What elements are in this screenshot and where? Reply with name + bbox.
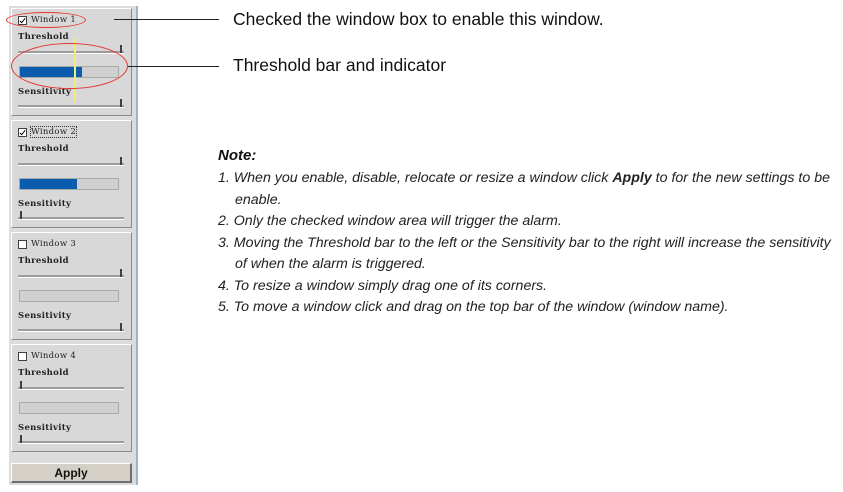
window-2-sensitivity-thumb[interactable] xyxy=(20,211,22,219)
window-3-sensitivity-thumb[interactable] xyxy=(120,323,122,331)
checkbox-callout-text: Checked the window box to enable this window. xyxy=(233,9,604,29)
window-1-sensitivity-slider[interactable] xyxy=(18,105,124,108)
window-2-threshold-slider[interactable] xyxy=(18,163,124,166)
window-2-threshold-label: Threshold xyxy=(18,144,69,154)
window-4-header[interactable] xyxy=(18,350,76,362)
note-item xyxy=(218,168,838,211)
window-2-header[interactable] xyxy=(18,126,76,138)
window-3-checkbox[interactable] xyxy=(18,240,27,249)
note-list xyxy=(218,168,838,319)
window-4-name: Window 4 xyxy=(31,351,77,361)
threshold-callout-ellipse xyxy=(11,43,128,89)
window-3-threshold-thumb[interactable] xyxy=(120,269,122,277)
window-4-level-meter xyxy=(19,402,119,414)
apply-button[interactable]: Apply xyxy=(11,463,132,483)
window-3-group xyxy=(11,232,132,340)
window-3-threshold-slider[interactable] xyxy=(18,275,124,278)
window-2-level-fill xyxy=(20,179,77,189)
window-2-group xyxy=(11,120,132,228)
note-item xyxy=(218,233,838,276)
window-2-threshold-thumb[interactable] xyxy=(120,157,122,165)
window-4-checkbox[interactable] xyxy=(18,352,27,361)
window-3-threshold-label: Threshold xyxy=(18,256,69,266)
note-item-1-text: 1. When you enable, disable, relocate or resize a window click xyxy=(218,170,613,186)
note-item xyxy=(218,211,838,233)
window-1-sensitivity-thumb[interactable] xyxy=(120,99,122,107)
window-2-checkbox[interactable] xyxy=(18,128,27,137)
window-3-level-meter xyxy=(19,290,119,302)
window-4-sensitivity-slider[interactable] xyxy=(18,441,124,444)
note-item-2-text: 2. Only the checked window area will trigger the alarm. xyxy=(218,213,562,229)
note-item-4-text: 4. To resize a window simply drag one of its corners. xyxy=(218,277,548,294)
window-4-threshold-slider[interactable] xyxy=(18,387,124,390)
note-title: Note: xyxy=(218,147,257,164)
note-item xyxy=(218,276,838,298)
note-item-1-rest: to for the new settings to be enable. xyxy=(235,170,830,208)
window-2-level-meter xyxy=(19,178,119,190)
window-1-sensitivity-label: Sensitivity xyxy=(18,87,72,97)
window-2-sensitivity-label: Sensitivity xyxy=(18,199,72,209)
threshold-callout-text: Threshold bar and indicator xyxy=(233,55,447,75)
window-4-sensitivity-thumb[interactable] xyxy=(20,435,22,443)
checkbox-callout-ellipse xyxy=(6,12,86,28)
window-4-group xyxy=(11,344,132,452)
window-1-threshold-label: Threshold xyxy=(18,32,69,42)
threshold-callout-line xyxy=(128,66,219,67)
note-item-1-bold: Apply xyxy=(612,170,652,186)
note-item-5-text: 5. To move a window click and drag on the top bar of the window (window name). xyxy=(218,299,729,315)
window-1-name: Window 1 xyxy=(31,15,77,25)
window-1-threshold-thumb[interactable] xyxy=(120,45,122,53)
window-4-threshold-label: Threshold xyxy=(18,368,69,378)
window-3-name: Window 3 xyxy=(31,239,77,249)
window-3-header[interactable] xyxy=(18,238,76,250)
checkbox-callout-line xyxy=(114,19,219,20)
window-2-name: Window 2 xyxy=(31,127,77,137)
note-item-3-text: 3. Moving the Threshold bar to the left or the Sensitivity bar to the right will increase the sensitivity of when the alarm is triggered. xyxy=(218,234,831,272)
window-4-threshold-thumb[interactable] xyxy=(20,381,22,389)
window-2-sensitivity-slider[interactable] xyxy=(18,217,124,220)
window-4-sensitivity-label: Sensitivity xyxy=(18,423,72,433)
window-3-sensitivity-label: Sensitivity xyxy=(18,311,72,321)
note-item xyxy=(218,297,838,319)
window-3-sensitivity-slider[interactable] xyxy=(18,329,124,332)
